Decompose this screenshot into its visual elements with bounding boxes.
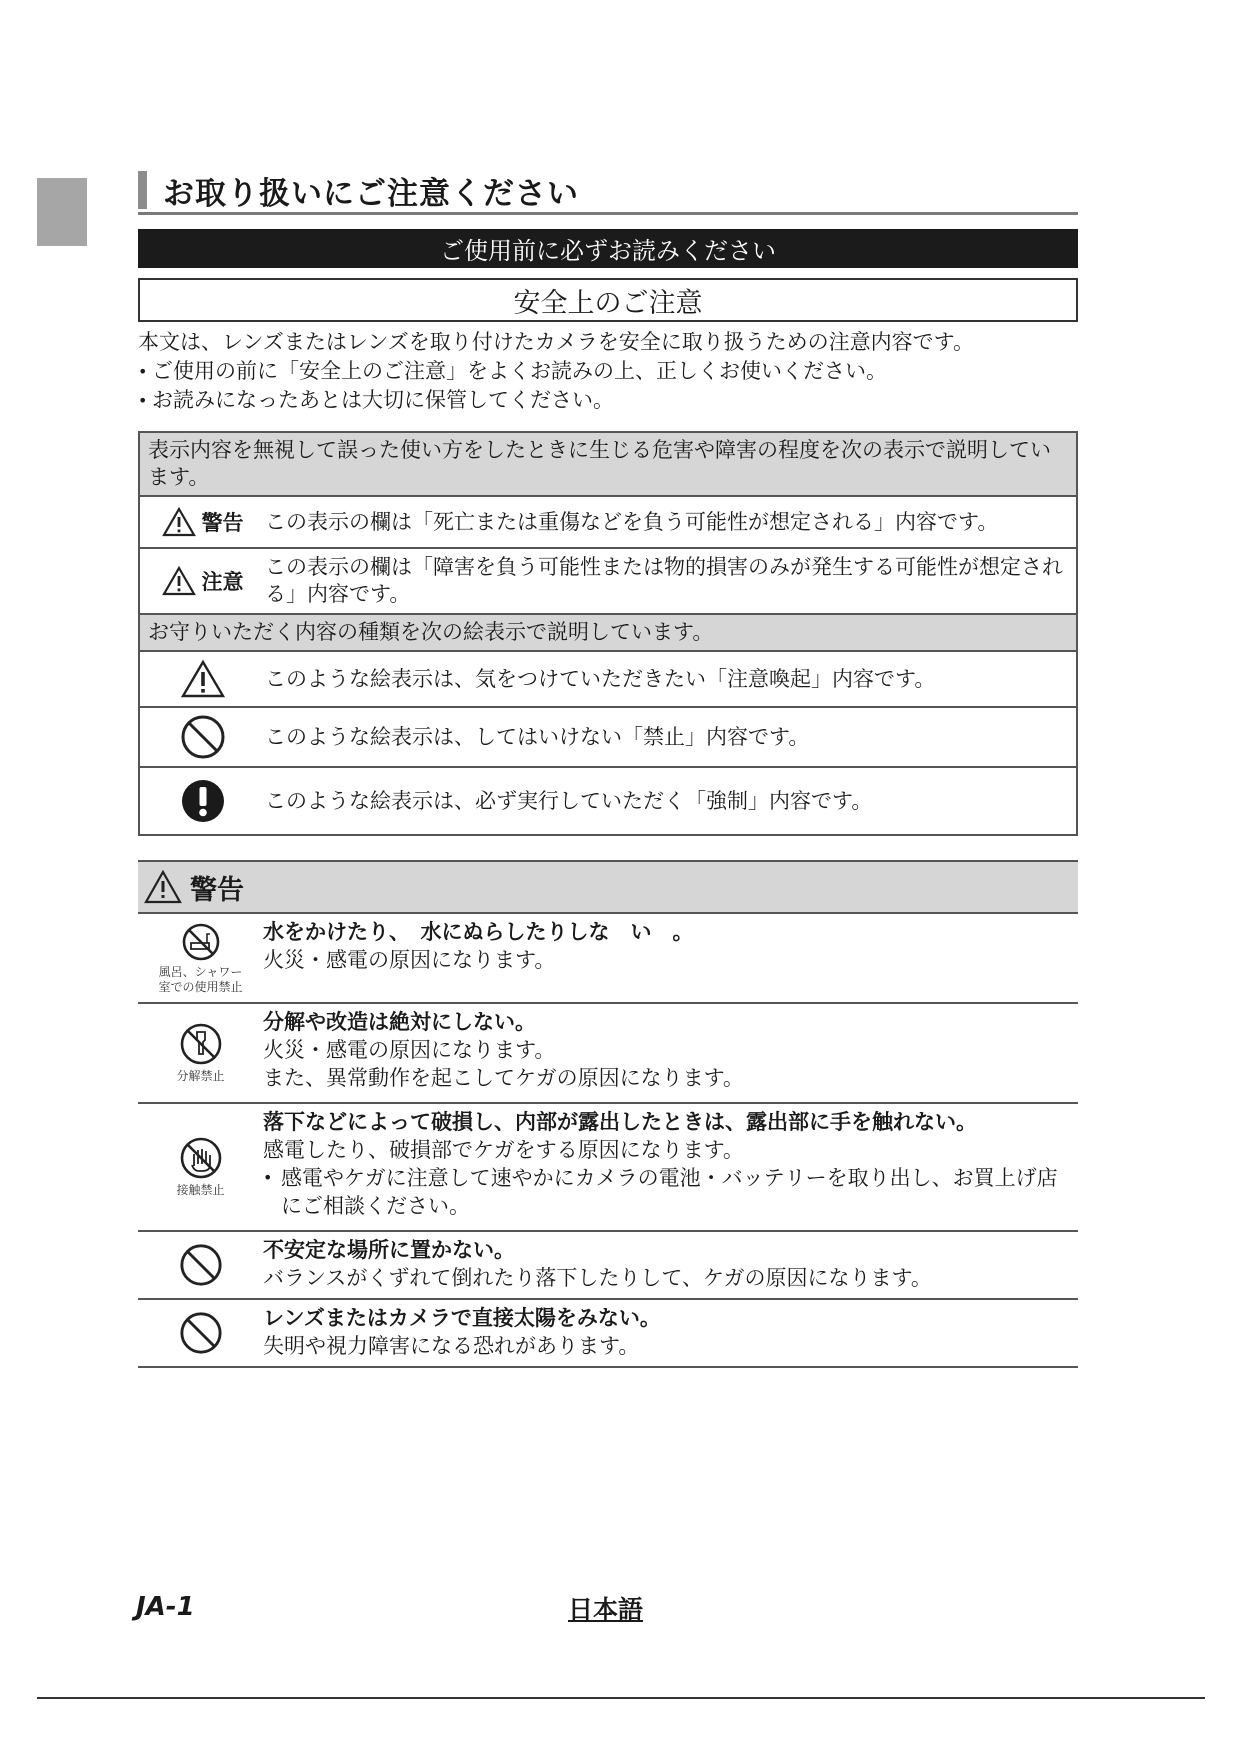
warning-item-body	[263, 1232, 932, 1298]
warning-item-line: また、異常動作を起こしてケガの原因になります。	[263, 1066, 744, 1090]
language-label: 日本語	[568, 1595, 644, 1624]
warning-item-body	[263, 914, 694, 1002]
warning-item-line: 火災・感電の原因になります。	[263, 1038, 556, 1062]
warning-item-bullet	[263, 1164, 1078, 1220]
prohibition-circle-icon	[180, 714, 226, 760]
sign-level-row	[140, 549, 1076, 615]
page-title-text: お取り扱いにご注意ください	[163, 175, 579, 212]
pictograms-intro: お守りいただく内容の種類を次の絵表示で説明しています。	[140, 615, 1076, 652]
sign-level-icon-cell	[140, 566, 265, 596]
page-number: JA-1	[136, 1592, 195, 1622]
pictogram-row	[140, 652, 1076, 708]
pictogram-text: このような絵表示は、必ず実行していただく「強制」内容です。	[265, 788, 873, 813]
warning-item	[138, 1232, 1078, 1300]
bullet-dot: •	[138, 391, 148, 410]
warning-triangle-icon	[162, 507, 196, 537]
prohibition-circle-icon	[179, 1311, 223, 1355]
warning-item-heading: 落下などによって破損し、内部が露出したときは、露出部に手を触れない。	[263, 1110, 977, 1134]
no-bath-shower-icon	[181, 922, 221, 962]
warning-item-bullet-text: 感電やケガに注意して速やかにカメラの電池・バッテリーを取り出し、お買上げ店にご相談ください。	[281, 1166, 1058, 1218]
sign-level-row	[140, 497, 1076, 549]
warning-item	[138, 1004, 1078, 1104]
pictogram-row	[140, 768, 1076, 834]
warning-item-icon-column	[138, 1104, 263, 1230]
warning-item-line: バランスがくずれて倒れたり落下したりして、ケガの原因になります。	[263, 1266, 932, 1290]
page-title	[138, 168, 1078, 215]
warning-item-line: 感電したり、破損部でケガをする原因になります。	[263, 1138, 744, 1162]
safety-precautions-heading: 安全上のご注意	[138, 278, 1078, 322]
pictogram-icon-cell	[140, 659, 265, 699]
warning-item-line: 失明や視力障害になる恐れがあります。	[263, 1334, 640, 1358]
warning-item-body	[263, 1104, 1078, 1230]
pictogram-icon-cell	[140, 778, 265, 824]
icon-caption-line: 分解禁止	[176, 1069, 225, 1083]
intro-bullet	[138, 357, 1078, 386]
warning-item-body	[263, 1300, 661, 1366]
warning-item-icon-column	[138, 1232, 263, 1298]
icon-caption	[176, 1183, 224, 1198]
warning-item-icon-column	[138, 1004, 263, 1102]
intro-bullet	[138, 386, 1078, 415]
warning-item-heading: 水をかけたり、 水にぬらしたりしな い 。	[263, 920, 694, 944]
warning-item-icon-column	[138, 1300, 263, 1366]
icon-caption	[176, 1069, 224, 1084]
warning-item	[138, 1104, 1078, 1232]
no-touch-icon	[179, 1136, 223, 1180]
warning-item	[138, 1300, 1078, 1368]
sign-legend-table	[138, 431, 1078, 836]
safety-content	[138, 168, 1078, 1368]
read-before-use-banner: ご使用前に必ずお読みください	[138, 229, 1078, 268]
warning-triangle-icon	[180, 659, 226, 699]
icon-caption-line: 室での使用禁止	[158, 979, 243, 994]
warning-item-body	[263, 1004, 744, 1102]
warning-triangle-icon	[144, 870, 182, 904]
no-disassembly-icon	[179, 1022, 223, 1066]
icon-caption-line: 風呂、シャワー	[158, 964, 243, 979]
warning-section-header	[138, 860, 1078, 914]
mandatory-exclamation-icon	[180, 778, 226, 824]
warning-item-heading: レンズまたはカメラで直接太陽をみない。	[263, 1306, 661, 1330]
warning-triangle-icon	[162, 566, 196, 596]
prohibition-circle-icon	[179, 1243, 223, 1287]
warning-item	[138, 914, 1078, 1004]
warning-item-heading: 不安定な場所に置かない。	[263, 1238, 515, 1262]
pictogram-icon-cell	[140, 714, 265, 760]
warning-section-title: 警告	[190, 874, 244, 906]
warning-item-line: 火災・感電の原因になります。	[263, 948, 556, 972]
warning-item-icon-column	[138, 914, 263, 1002]
title-accent-bar	[138, 171, 147, 209]
icon-caption-line: 接触禁止	[176, 1183, 225, 1197]
thumb-index-tab	[37, 178, 87, 246]
sign-levels-intro: 表示内容を無視して誤った使い方をしたときに生じる危害や障害の程度を次の表示で説明しています。	[140, 433, 1076, 497]
pictogram-row	[140, 708, 1076, 768]
sign-level-icon-cell	[140, 507, 265, 537]
intro-text	[138, 328, 1078, 415]
warning-item-heading: 分解や改造は絶対にしない。	[263, 1010, 536, 1034]
sign-level-label: 警告	[201, 511, 244, 535]
intro-bullet-text: お読みになったあとは大切に保管してください。	[152, 388, 614, 412]
sign-level-label: 注意	[201, 570, 244, 594]
icon-caption	[158, 965, 242, 995]
bullet-dot: •	[138, 362, 148, 381]
intro-bullet-text: ご使用の前に「安全上のご注意」をよくお読みの上、正しくお使いください。	[152, 359, 887, 383]
bullet-dot: •	[263, 1168, 273, 1187]
intro-lead: 本文は、レンズまたはレンズを取り付けたカメラを安全に取り扱うための注意内容です。	[138, 330, 975, 354]
pictogram-text: このような絵表示は、してはいけない「禁止」内容です。	[265, 724, 810, 749]
footer-rule	[37, 1697, 1205, 1699]
sign-level-text: この表示の欄は「死亡または重傷などを負う可能性が想定される」内容です。	[265, 509, 999, 534]
sign-level-text: この表示の欄は「障害を負う可能性または物的損害のみが発生する可能性が想定される」内容です。	[265, 555, 1063, 606]
pictogram-text: このような絵表示は、気をつけていただきたい「注意喚起」内容です。	[265, 666, 936, 691]
